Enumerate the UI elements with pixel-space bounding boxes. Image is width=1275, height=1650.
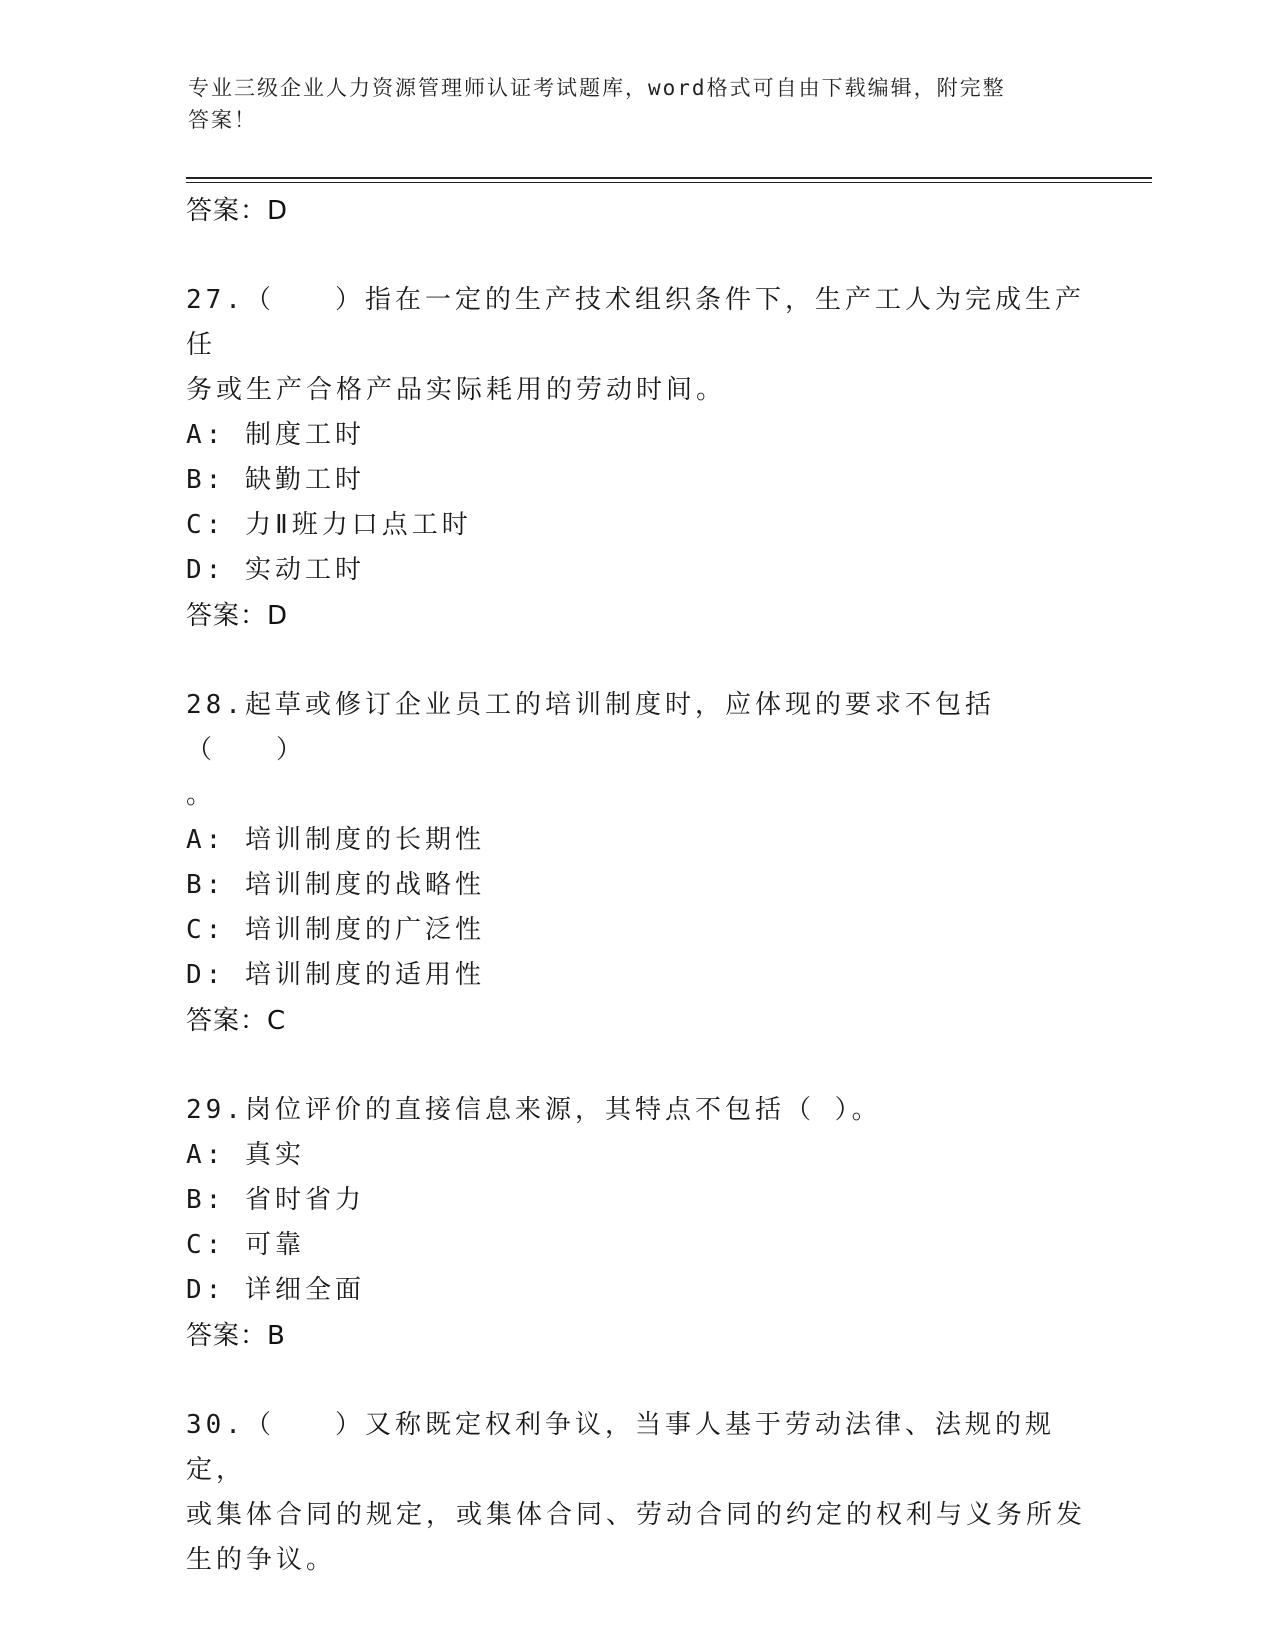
stem-line: 27.（ ）指在一定的生产技术组织条件下，生产工人为完成生产任 [186, 285, 1085, 360]
header-rule-thick [186, 177, 1152, 179]
question-29 [186, 1088, 1086, 1359]
answer-line-26: 答案：D [186, 196, 289, 226]
option-a: A: 真实 [186, 1140, 305, 1170]
option-c: C: 力Ⅱ班力口点工时 [186, 510, 472, 540]
question-list [186, 188, 1086, 1583]
question-stem [186, 683, 1086, 818]
option-c: C: 可靠 [186, 1230, 305, 1260]
stem-line: 。 [186, 780, 217, 810]
stem-line: 生的争议。 [186, 1545, 337, 1575]
answer-line: 答案：D [186, 601, 289, 631]
header-rule-thin [186, 182, 1152, 183]
option-c: C: 培训制度的广泛性 [186, 915, 485, 945]
option-b: B: 培训制度的战略性 [186, 870, 485, 900]
stem-line: 29.岗位评价的直接信息来源，其特点不包括（ ）。 [186, 1095, 882, 1125]
option-a: A: 培训制度的长期性 [186, 825, 485, 855]
header-line-1: 专业三级企业人力资源管理师认证考试题库，word格式可自由下载编辑，附完整 [188, 76, 1006, 100]
stem-line: 30.（ ）又称既定权利争议，当事人基于劳动法律、法规的规定， [186, 1410, 1055, 1485]
question-stem [186, 1088, 1086, 1133]
answer-line: 答案：C [186, 1006, 287, 1036]
answer-line: 答案：B [186, 1321, 286, 1351]
stem-line: 28.起草或修订企业员工的培训制度时，应体现的要求不包括（ ） [186, 690, 995, 765]
question-stem [186, 1403, 1086, 1583]
option-d: D: 实动工时 [186, 555, 365, 585]
stem-line: 务或生产合格产品实际耗用的劳动时间。 [186, 375, 727, 405]
document-header [188, 72, 1068, 136]
option-d: D: 详细全面 [186, 1275, 365, 1305]
option-d: D: 培训制度的适用性 [186, 960, 485, 990]
question-stem [186, 278, 1086, 413]
header-line-2: 答案！ [188, 108, 257, 132]
question-30 [186, 1403, 1086, 1583]
option-b: B: 缺勤工时 [186, 465, 365, 495]
stem-line: 或集体合同的规定，或集体合同、劳动合同的约定的权利与义务所发 [186, 1500, 1087, 1530]
question-28 [186, 683, 1086, 1044]
option-b: B: 省时省力 [186, 1185, 365, 1215]
question-27 [186, 278, 1086, 639]
option-a: A: 制度工时 [186, 420, 365, 450]
